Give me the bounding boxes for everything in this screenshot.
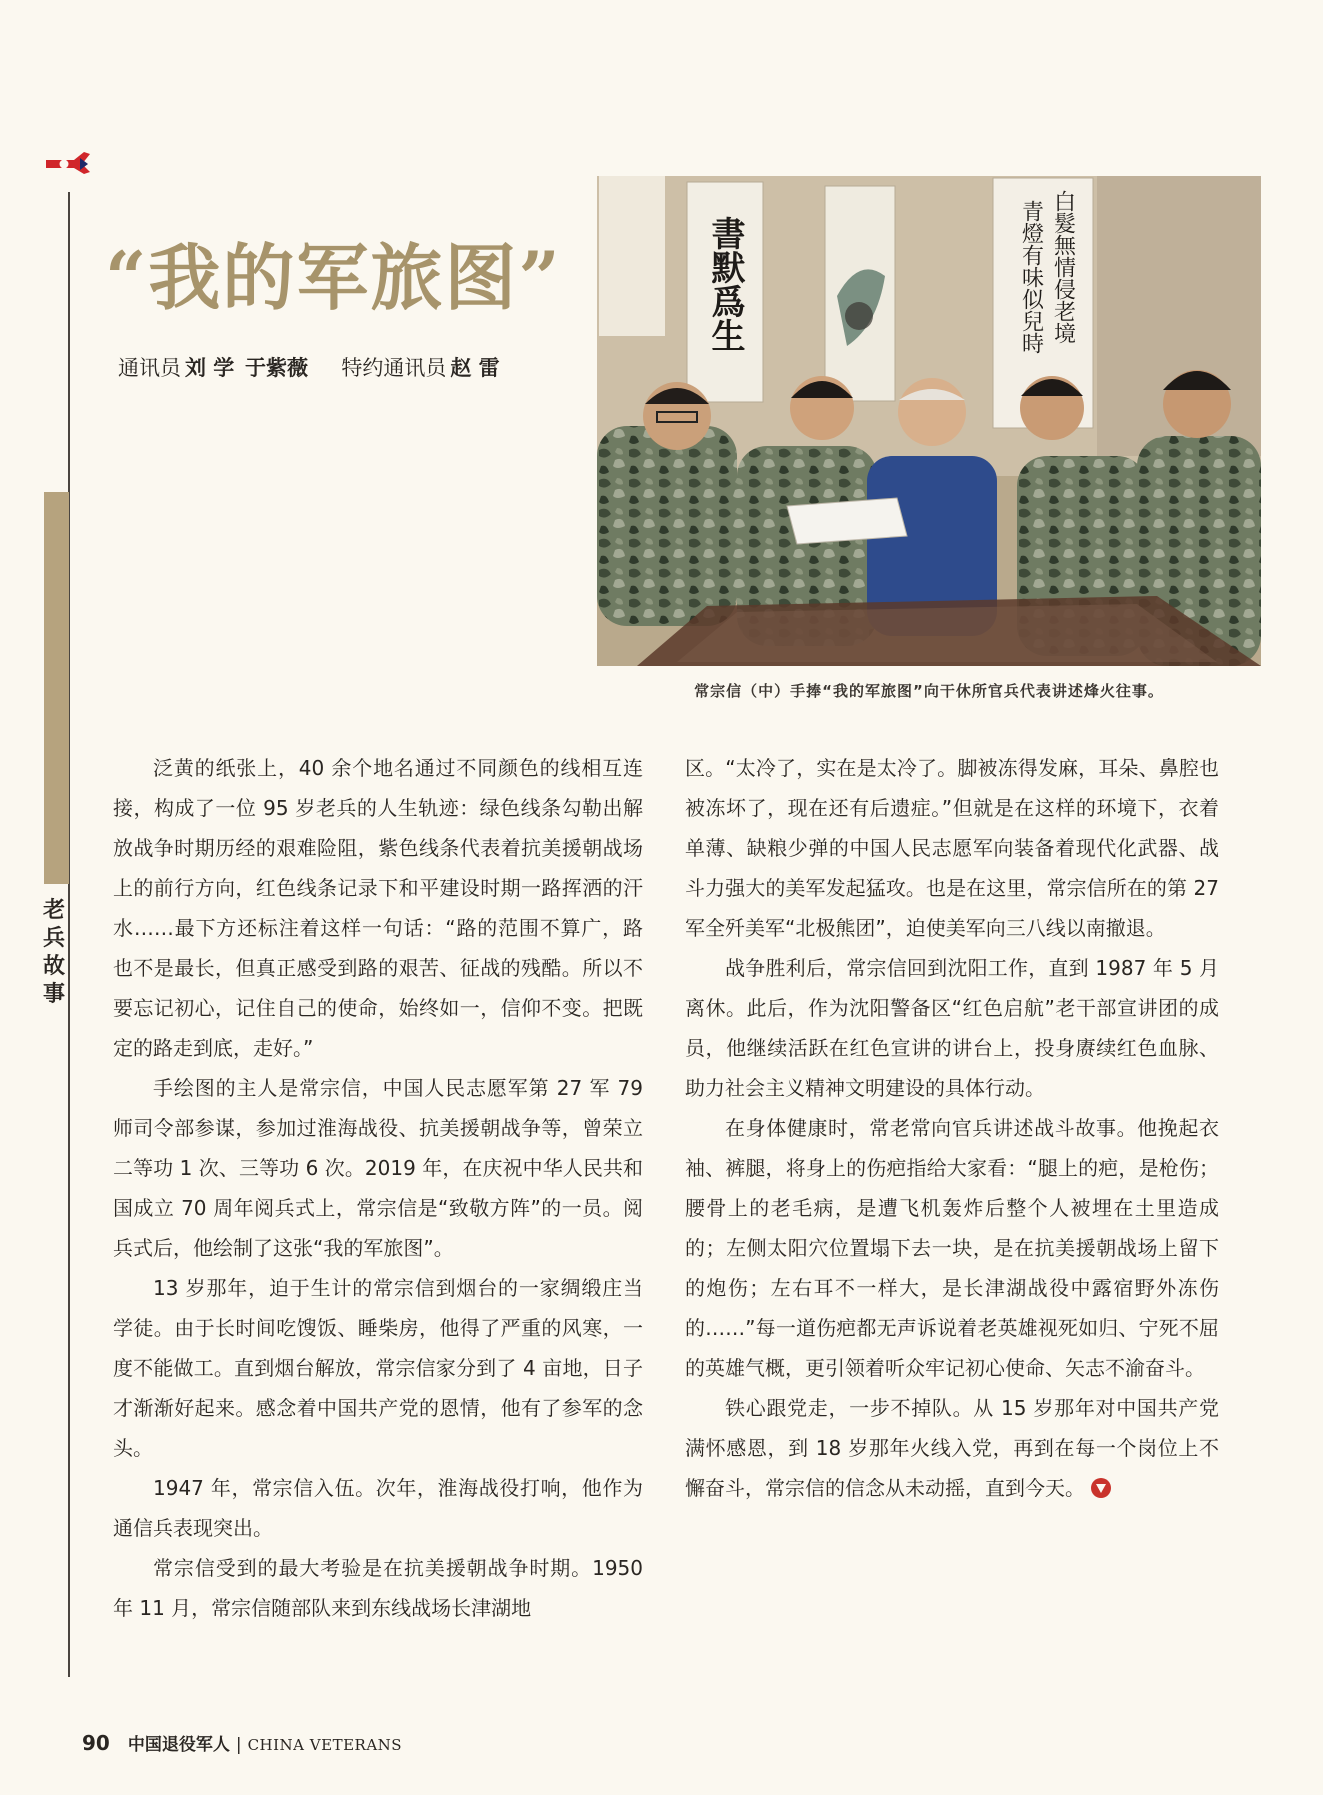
- page-footer: [82, 1730, 402, 1755]
- magazine-name-en: CHINA VETERANS: [247, 1736, 403, 1754]
- magazine-name: 中国退役军人: [127, 1735, 230, 1755]
- byline-role: 特约通讯员: [341, 356, 447, 380]
- body-paragraph: 区。“太冷了，实在是太冷了。脚被冻得发麻，耳朵、鼻腔也被冻坏了，现在还有后遗症。”但就是在这样的环境下，衣着单薄、缺粮少弹的中国人民志愿军向装备着现代化武器、战斗力强大的美军发起猛攻。也是在这里，常宗信所在的第 27 军全歼美军“北极熊团”，迫使美军向三八线以南撤退。: [685, 756, 1219, 940]
- body-paragraph: 在身体健康时，常老常向官兵讲述战斗故事。他挽起衣袖、裤腿，将身上的伤疤指给大家看：“腿上的疤，是枪伤；腰骨上的老毛病，是遭飞机轰炸后整个人被埋在土里造成的；左侧太阳穴位置塌下去一块，是在抗美援朝战场上留下的炮伤；左右耳不一样大，是长津湖战役中露宿野外冻伤的……”每一道伤疤都无声诉说着老英雄视死如归、宁死不屈的英雄气概，更引领着听众牢记初心使命、矢志不渝奋斗。: [685, 1116, 1219, 1380]
- body-paragraph-text: 铁心跟党走，一步不掉队。从 15 岁那年对中国共产党满怀感恩，到 18 岁那年火线入党，再到在每一个岗位上不懈奋斗，常宗信的信念从未动摇，直到今天。: [685, 1396, 1219, 1500]
- byline: [118, 352, 500, 382]
- margin-rule: [68, 192, 70, 1677]
- body-paragraph: 常宗信受到的最大考验是在抗美援朝战争时期。1950 年 11 月，常宗信随部队来到东线战场长津湖地: [113, 1556, 643, 1620]
- byline-name: 刘 学: [185, 356, 235, 380]
- magazine-logo-icon: [44, 150, 92, 180]
- calligraphy-scroll-left: 書默爲生: [705, 216, 745, 352]
- article-photo: [597, 176, 1261, 666]
- body-paragraph: 战争胜利后，常宗信回到沈阳工作，直到 1987 年 5 月离休。此后，作为沈阳警备区“红色启航”老干部宣讲团的成员，他继续活跃在红色宣讲的讲台上，投身赓续红色血脉、助力社会主义精神文明建设的具体行动。: [685, 956, 1219, 1100]
- page-number: 90: [82, 1731, 110, 1755]
- calligraphy-scroll-right-1: 白髮無情侵老境: [1050, 190, 1076, 344]
- section-color-band: [44, 492, 69, 884]
- body-paragraph: 泛黄的纸张上，40 余个地名通过不同颜色的线相互连接，构成了一位 95 岁老兵的人生轨迹：绿色线条勾勒出解放战争时期历经的艰难险阻，紫色线条代表着抗美援朝战场上的前行方向，红色线条记录下和平建设时期一路挥洒的汗水……最下方还标注着这样一句话：“路的范围不算广，路也不是最长，但真正感受到路的艰苦、征战的残酷。所以不要忘记初心，记住自己的使命，始终如一，信仰不变。把既定的路走到底，走好。”: [113, 756, 643, 1060]
- body-paragraph: 手绘图的主人是常宗信，中国人民志愿军第 27 军 79 师司令部参谋，参加过淮海战役、抗美援朝战争等，曾荣立二等功 1 次、三等功 6 次。2019 年，在庆祝中华人民共和国成立 70 周年阅兵式上，常宗信是“致敬方阵”的一员。阅兵式后，他绘制了这张“我的军旅图”。: [113, 1076, 643, 1260]
- photo-caption: 常宗信（中）手捧“我的军旅图”向干休所官兵代表讲述烽火往事。: [694, 682, 1164, 700]
- end-mark-icon: [1091, 1478, 1111, 1498]
- byline-name: 于紫薇: [245, 356, 308, 380]
- footer-separator: |: [235, 1735, 242, 1755]
- body-paragraph: 1947 年，常宗信入伍。次年，淮海战役打响，他作为通信兵表现突出。: [113, 1476, 643, 1540]
- body-column-right: [685, 748, 1219, 1508]
- article-title: “我的军旅图”: [105, 235, 562, 320]
- byline-role: 通讯员: [118, 356, 181, 380]
- calligraphy-scroll-right-2: 青燈有味似兒時: [1018, 200, 1044, 354]
- section-label: 老兵故事: [42, 897, 65, 1007]
- byline-name: 赵 雷: [450, 356, 500, 380]
- body-paragraph: 13 岁那年，迫于生计的常宗信到烟台的一家绸缎庄当学徒。由于长时间吃馊饭、睡柴房，他得了严重的风寒，一度不能做工。直到烟台解放，常宗信家分到了 4 亩地，日子才渐渐好起来。感念着中国共产党的恩情，他有了参军的念头。: [113, 1276, 643, 1460]
- body-paragraph-last: [685, 1388, 1219, 1508]
- body-column-left: [113, 748, 643, 1628]
